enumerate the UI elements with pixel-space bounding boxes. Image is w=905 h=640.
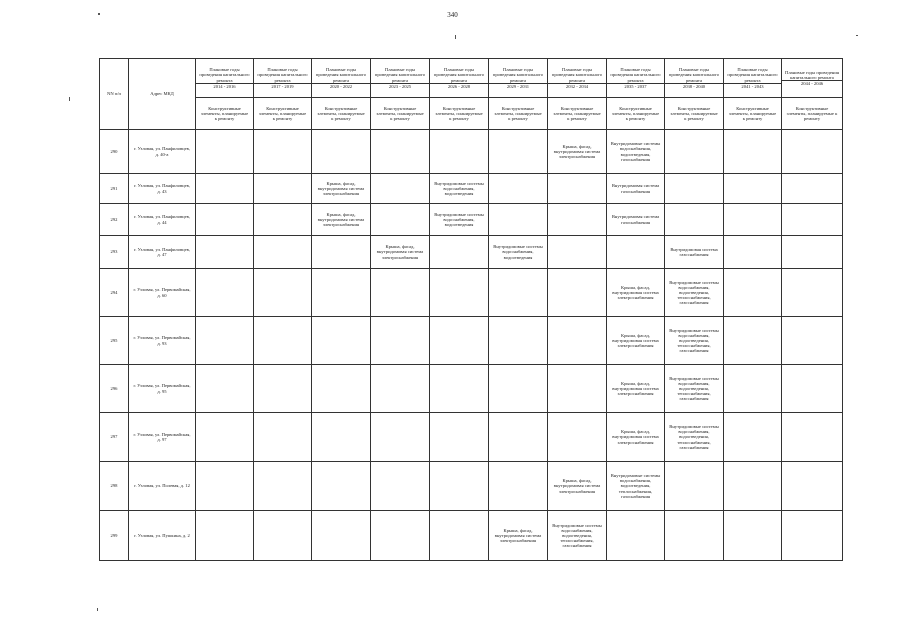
repair-cell bbox=[312, 236, 371, 269]
repair-cell bbox=[724, 130, 782, 174]
header-period-5 bbox=[489, 59, 548, 98]
repair-cell bbox=[312, 462, 371, 511]
table-row bbox=[100, 365, 843, 413]
table-row bbox=[100, 130, 843, 174]
repair-cell bbox=[254, 413, 312, 462]
scan-speck bbox=[455, 35, 456, 39]
repair-cell bbox=[430, 462, 489, 511]
header-period-0 bbox=[196, 59, 254, 98]
row-address: г. Узловая, ул. Первомайская, д. 97 bbox=[129, 413, 196, 462]
repair-cell bbox=[724, 269, 782, 317]
repair-cell bbox=[489, 413, 548, 462]
repair-cell bbox=[489, 130, 548, 174]
repair-cell bbox=[724, 511, 782, 561]
repair-cell bbox=[312, 365, 371, 413]
header-period-title: Плановые годы проведения капитального ремонта bbox=[433, 67, 485, 83]
row-number: 294 bbox=[100, 269, 129, 317]
repair-cell bbox=[430, 413, 489, 462]
repair-cell bbox=[371, 365, 430, 413]
repair-cell bbox=[430, 269, 489, 317]
row-number: 295 bbox=[100, 317, 129, 365]
header-elements-4: Конструктивные элементы, планируемые к ремонту bbox=[430, 98, 489, 130]
header-row-elements bbox=[100, 98, 843, 130]
repair-cell bbox=[196, 413, 254, 462]
scan-speck bbox=[98, 13, 100, 15]
header-period-title: Плановые годы проведения капитального ремонта bbox=[727, 67, 778, 83]
header-elements-2: Конструктивные элементы, планируемые к ремонту bbox=[312, 98, 371, 130]
repair-cell bbox=[607, 236, 665, 269]
header-period-6 bbox=[548, 59, 607, 98]
table-row bbox=[100, 236, 843, 269]
header-period-2 bbox=[312, 59, 371, 98]
header-period-years: 2044 - 2046 bbox=[782, 80, 842, 86]
repair-cell: Внутридомовые системы водоснабжения, водоотведения, теплоснабжения, газоснабжения bbox=[665, 317, 724, 365]
header-elements-6: Конструктивные элементы, планируемые к ремонту bbox=[548, 98, 607, 130]
repair-cell bbox=[548, 174, 607, 204]
repair-cell bbox=[782, 236, 843, 269]
repair-cell bbox=[196, 269, 254, 317]
repair-cell bbox=[254, 269, 312, 317]
table-row bbox=[100, 462, 843, 511]
repair-cell: Внутридомовая система газоснабжения bbox=[607, 174, 665, 204]
repair-cell bbox=[371, 204, 430, 236]
scan-speck bbox=[97, 608, 98, 611]
header-period-years: 2014 - 2016 bbox=[196, 83, 253, 89]
repair-cell bbox=[548, 269, 607, 317]
row-number: 293 bbox=[100, 236, 129, 269]
repair-cell bbox=[489, 462, 548, 511]
header-period-years: 2032 - 2034 bbox=[548, 83, 606, 89]
repair-cell bbox=[548, 317, 607, 365]
scan-speck bbox=[69, 97, 70, 101]
repair-cell bbox=[312, 413, 371, 462]
header-period-years: 2017 - 2019 bbox=[254, 83, 311, 89]
row-address: г. Узловая, ул. Пушкина, д. 2 bbox=[129, 511, 196, 561]
repair-cell bbox=[254, 174, 312, 204]
header-period-title: Плановые годы проведения капитального ремонта bbox=[610, 67, 661, 83]
repair-cell: Внутридомовые системы водоснабжения, водоотведения, теплоснабжения, газоснабжения bbox=[548, 511, 607, 561]
row-address: г. Узловая, ул. Первомайская, д. 95 bbox=[129, 365, 196, 413]
row-number: 297 bbox=[100, 413, 129, 462]
table-row bbox=[100, 174, 843, 204]
repair-cell bbox=[724, 236, 782, 269]
repair-cell bbox=[312, 130, 371, 174]
repair-cell bbox=[724, 462, 782, 511]
header-elements-1: Конструктивные элементы, планируемые к ремонту bbox=[254, 98, 312, 130]
repair-cell bbox=[254, 365, 312, 413]
repair-cell: Крыша, фасад, внутридомовая система электроснабжения bbox=[607, 413, 665, 462]
repair-cell bbox=[782, 130, 843, 174]
repair-cell bbox=[782, 317, 843, 365]
repair-cell bbox=[371, 462, 430, 511]
header-period-3 bbox=[371, 59, 430, 98]
table-row bbox=[100, 317, 843, 365]
row-address: г. Узловая, ул. Панфиловцев, д. 47 bbox=[129, 236, 196, 269]
repair-cell bbox=[665, 511, 724, 561]
repair-cell bbox=[196, 511, 254, 561]
repair-cell bbox=[782, 511, 843, 561]
repair-cell bbox=[312, 317, 371, 365]
repair-cell bbox=[548, 413, 607, 462]
row-address: г. Узловая, ул. Панфиловцев, д. 44 bbox=[129, 204, 196, 236]
repair-cell: Внутридомовая система газоснабжения bbox=[665, 236, 724, 269]
repair-cell: Внутридомовые системы водоснабжения, водоотведения bbox=[430, 174, 489, 204]
repair-cell bbox=[430, 317, 489, 365]
page-number: 340 bbox=[447, 11, 458, 19]
header-period-years: 2029 - 2031 bbox=[489, 83, 547, 89]
row-address: г. Узловая, ул. Панфиловцев, д. 40-а bbox=[129, 130, 196, 174]
repair-cell bbox=[782, 269, 843, 317]
repair-cell bbox=[665, 204, 724, 236]
header-period-years: 2035 - 2037 bbox=[607, 83, 664, 89]
repair-cell bbox=[430, 130, 489, 174]
repair-cell bbox=[371, 130, 430, 174]
repair-cell: Внутридомовые системы водоснабжения, водоотведения, теплоснабжения, газоснабжения bbox=[665, 365, 724, 413]
repair-cell bbox=[371, 174, 430, 204]
repair-cell bbox=[489, 317, 548, 365]
header-num: NN п/п bbox=[100, 59, 129, 130]
repair-cell: Крыша, фасад, внутридомовая система электроснабжения bbox=[607, 365, 665, 413]
table-row bbox=[100, 511, 843, 561]
repair-cell: Крыша, фасад, внутридомовая система электроснабжения bbox=[548, 462, 607, 511]
repair-cell bbox=[489, 174, 548, 204]
row-address: г. Узловая, ул. Первомайская, д. 60 bbox=[129, 269, 196, 317]
repair-cell: Крыша, фасад, внутридомовая система электроснабжения bbox=[312, 204, 371, 236]
repair-cell bbox=[489, 269, 548, 317]
repair-cell bbox=[724, 204, 782, 236]
repair-cell: Крыша, фасад, внутридомовая система электроснабжения bbox=[607, 269, 665, 317]
repair-cell bbox=[782, 174, 843, 204]
repair-cell: Крыша, фасад, внутридомовая система электроснабжения bbox=[371, 236, 430, 269]
repair-cell: Внутридомовая система газоснабжения bbox=[607, 204, 665, 236]
repair-cell bbox=[489, 365, 548, 413]
header-period-years: 2023 - 2025 bbox=[371, 83, 429, 89]
repair-cell bbox=[196, 462, 254, 511]
header-period-10 bbox=[782, 59, 843, 98]
row-number: 291 bbox=[100, 174, 129, 204]
repair-cell bbox=[724, 413, 782, 462]
row-number: 299 bbox=[100, 511, 129, 561]
header-period-years: 2038 - 2040 bbox=[665, 83, 723, 89]
repair-cell bbox=[254, 130, 312, 174]
repair-cell bbox=[665, 462, 724, 511]
header-elements-8: Конструктивные элементы, планируемые к ремонту bbox=[665, 98, 724, 130]
header-period-title: Плановые годы проведения капитального ремонта bbox=[257, 67, 308, 83]
header-period-title: Плановые годы проведения капитального ремонта bbox=[551, 67, 603, 83]
repair-schedule-table bbox=[99, 58, 843, 561]
header-elements-3: Конструктивные элементы, планируемые к ремонту bbox=[371, 98, 430, 130]
repair-cell bbox=[430, 365, 489, 413]
header-period-title: Плановые годы проведения капитального ремонта bbox=[199, 67, 250, 83]
header-period-years: 2041 - 2043 bbox=[724, 83, 781, 89]
row-address: г. Узловая, ул. Полевая, д. 12 bbox=[129, 462, 196, 511]
header-period-title: Плановые годы проведения капитального ремонта bbox=[668, 67, 720, 83]
repair-cell bbox=[548, 204, 607, 236]
repair-cell: Внутридомовые системы водоснабжения, водоотведения, газоснабжения bbox=[607, 130, 665, 174]
row-address: г. Узловая, ул. Панфиловцев, д. 43 bbox=[129, 174, 196, 204]
repair-cell: Внутридомовые системы водоснабжения, водоотведения bbox=[489, 236, 548, 269]
repair-cell bbox=[782, 204, 843, 236]
repair-cell bbox=[665, 130, 724, 174]
header-period-8 bbox=[665, 59, 724, 98]
header-period-1 bbox=[254, 59, 312, 98]
repair-cell bbox=[196, 174, 254, 204]
header-row-periods bbox=[100, 59, 843, 98]
repair-cell: Крыша, фасад, внутридомовая система электроснабжения bbox=[312, 174, 371, 204]
scan-speck bbox=[856, 35, 858, 36]
repair-cell bbox=[254, 511, 312, 561]
repair-cell bbox=[254, 236, 312, 269]
repair-cell bbox=[196, 130, 254, 174]
repair-cell bbox=[371, 511, 430, 561]
repair-cell bbox=[371, 269, 430, 317]
row-number: 298 bbox=[100, 462, 129, 511]
repair-cell bbox=[724, 317, 782, 365]
repair-cell bbox=[312, 269, 371, 317]
repair-cell bbox=[489, 204, 548, 236]
header-elements-0: Конструктивные элементы, планируемые к ремонту bbox=[196, 98, 254, 130]
repair-cell bbox=[548, 365, 607, 413]
row-number: 296 bbox=[100, 365, 129, 413]
repair-cell: Внутридомовые системы водоснабжения, водоотведения, теплоснабжения, газоснабжения bbox=[665, 269, 724, 317]
header-period-9 bbox=[724, 59, 782, 98]
repair-cell: Внутридомовые системы водоснабжения, водоотведения, теплоснабжения, газоснабжения bbox=[607, 462, 665, 511]
repair-cell bbox=[782, 413, 843, 462]
repair-cell bbox=[312, 511, 371, 561]
header-period-7 bbox=[607, 59, 665, 98]
header-elements-9: Конструктивные элементы, планируемые к ремонту bbox=[724, 98, 782, 130]
table-row bbox=[100, 204, 843, 236]
header-address: Адрес МКД bbox=[129, 59, 196, 130]
header-period-years: 2020 - 2022 bbox=[312, 83, 370, 89]
table-body bbox=[100, 130, 843, 561]
header-period-title: Плановые годы проведения капитального ремонта bbox=[492, 67, 544, 83]
repair-cell bbox=[665, 174, 724, 204]
repair-cell bbox=[548, 236, 607, 269]
repair-cell: Крыша, фасад, внутридомовая система электроснабжения bbox=[548, 130, 607, 174]
repair-cell bbox=[430, 511, 489, 561]
header-period-4 bbox=[430, 59, 489, 98]
table-row bbox=[100, 413, 843, 462]
header-period-years: 2026 - 2028 bbox=[430, 83, 488, 89]
table-row bbox=[100, 269, 843, 317]
repair-cell bbox=[430, 236, 489, 269]
repair-cell: Внутридомовые системы водоснабжения, водоотведения, теплоснабжения, газоснабжения bbox=[665, 413, 724, 462]
repair-cell bbox=[196, 317, 254, 365]
repair-cell bbox=[254, 462, 312, 511]
repair-cell bbox=[607, 511, 665, 561]
repair-cell: Крыша, фасад, внутридомовая система электроснабжения bbox=[489, 511, 548, 561]
repair-cell bbox=[196, 204, 254, 236]
repair-cell bbox=[724, 365, 782, 413]
repair-cell bbox=[196, 365, 254, 413]
row-number: 290 bbox=[100, 130, 129, 174]
header-elements-7: Конструктивные элементы, планируемые к ремонту bbox=[607, 98, 665, 130]
repair-cell bbox=[254, 317, 312, 365]
header-period-title: Плановые годы проведения капитального ремонта bbox=[374, 67, 426, 83]
row-number: 292 bbox=[100, 204, 129, 236]
header-elements-5: Конструктивные элементы, планируемые к ремонту bbox=[489, 98, 548, 130]
repair-cell bbox=[782, 365, 843, 413]
row-address: г. Узловая, ул. Первомайская, д. 93 bbox=[129, 317, 196, 365]
repair-cell: Внутридомовые системы водоснабжения, водоотведения bbox=[430, 204, 489, 236]
repair-cell bbox=[371, 317, 430, 365]
repair-cell bbox=[196, 236, 254, 269]
header-period-title: Плановые годы проведения капитального ремонта bbox=[315, 67, 367, 83]
repair-cell bbox=[724, 174, 782, 204]
header-elements-10: Конструктивные элементы, планируемые к ремонту bbox=[782, 98, 843, 130]
header-period-title: Плановые годы проведения капитального ремонта bbox=[785, 69, 839, 80]
repair-cell bbox=[782, 462, 843, 511]
repair-cell: Крыша, фасад, внутридомовая система электроснабжения bbox=[607, 317, 665, 365]
repair-cell bbox=[371, 413, 430, 462]
repair-cell bbox=[254, 204, 312, 236]
